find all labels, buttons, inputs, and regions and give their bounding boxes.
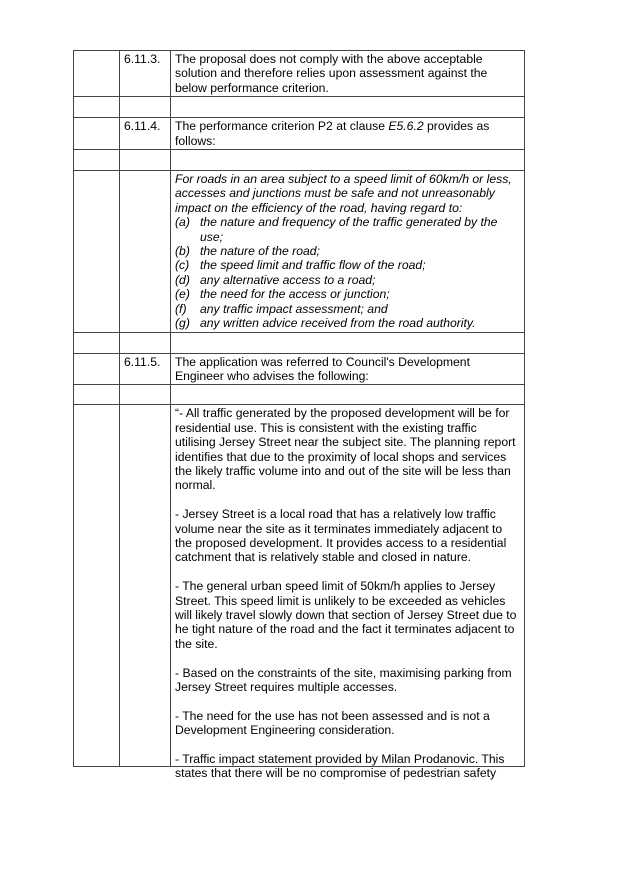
list-item-text: any traffic impact assessment; and (200, 301, 388, 316)
clause-text (171, 118, 525, 150)
list-item-text: the need for the access or junction; (200, 287, 390, 302)
list-item-text: any written advice received from the road authority. (200, 316, 476, 331)
list-item-text: any alternative access to a road; (200, 272, 376, 287)
spacer-row (74, 97, 525, 118)
table-row (74, 51, 525, 97)
list-item-label: (a) (175, 215, 190, 230)
advice-paragraph: - The general urban speed limit of 50km/h applies to Jersey Street. This speed limit is unlikely to be exceeded as vehicles will likely travel slowly down that section of Jersey Street due to he tight nature of the road and the fact it terminates adjacent to the site. (175, 579, 517, 651)
list-item-text: the speed limit and traffic flow of the road; (200, 258, 426, 273)
empty-cell (74, 353, 120, 385)
table-row (74, 405, 525, 767)
clause-reference: E5.6.2 (388, 119, 424, 134)
list-item (175, 316, 520, 330)
assessment-table (73, 50, 525, 781)
clause-text-before: The performance criterion P2 at clause (175, 119, 389, 134)
empty-cell (74, 51, 120, 97)
spacer-row (74, 385, 525, 405)
empty-cell (120, 405, 171, 767)
table-row (74, 171, 525, 332)
list-item-label: (f) (175, 301, 187, 316)
clause-text-after: provides as follows: (175, 119, 490, 148)
list-item (175, 302, 520, 316)
list-item (175, 215, 520, 244)
clause-text: The application was referred to Council's Development Engineer who advises the following: (171, 353, 525, 385)
spacer-row (74, 150, 525, 171)
quote-intro: For roads in an area subject to a speed limit of 60km/h or less, accesses and junctions must be safe and not unreasonably impact on the efficiency of the road, having regard to: (175, 172, 512, 215)
clause-number: 6.11.3. (120, 51, 171, 97)
list-item (175, 273, 520, 287)
engineer-advice (171, 405, 525, 781)
list-item (175, 287, 520, 301)
criteria-list (175, 215, 520, 330)
list-item-label: (e) (175, 287, 190, 302)
list-item (175, 244, 520, 258)
advice-paragraph: “- All traffic generated by the proposed development will be for residential use. This is consistent with the existing traffic utilising Jersey Street near the subject site. The planning report identifies that due to the proximity of local shops and services the likely traffic volume into and out of the site will be less than normal. (175, 406, 516, 493)
advice-paragraph: - Based on the constraints of the site, maximising parking from Jersey Street requires multiple accesses. (175, 665, 512, 694)
advice-paragraph: - The need for the use has not been assessed and is not a Development Engineering consideration. (175, 708, 490, 738)
clause-number: 6.11.5. (120, 353, 171, 385)
performance-criterion-quote (171, 171, 525, 332)
advice-text-clip (175, 406, 520, 781)
list-item-label: (g) (175, 316, 190, 331)
empty-cell (74, 171, 120, 332)
spacer-row (74, 332, 525, 353)
list-item-text: the nature of the road; (200, 244, 320, 259)
list-item-label: (b) (175, 244, 190, 259)
clause-number: 6.11.4. (120, 118, 171, 150)
list-item-label: (d) (175, 272, 190, 287)
empty-cell (74, 405, 120, 767)
table-row (74, 118, 525, 150)
list-item-text: the nature and frequency of the traffic generated by the use; (200, 215, 498, 244)
advice-paragraph: - Jersey Street is a local road that has a relatively low traffic volume near the site as it terminates immediately adjacent to the proposed development. It provides access to a residential catchment that is relatively stable and closed in nature. (175, 507, 507, 565)
list-item-label: (c) (175, 258, 190, 273)
empty-cell (74, 118, 120, 150)
list-item (175, 258, 520, 272)
clause-text: The proposal does not comply with the above acceptable solution and therefore relies upon assessment against the below performance criterion. (171, 51, 525, 97)
table-row (74, 353, 525, 385)
empty-cell (120, 171, 171, 332)
advice-paragraph: - Traffic impact statement provided by Milan Prodanovic. This states that there will be no compromise of pedestrian safety (175, 751, 505, 781)
